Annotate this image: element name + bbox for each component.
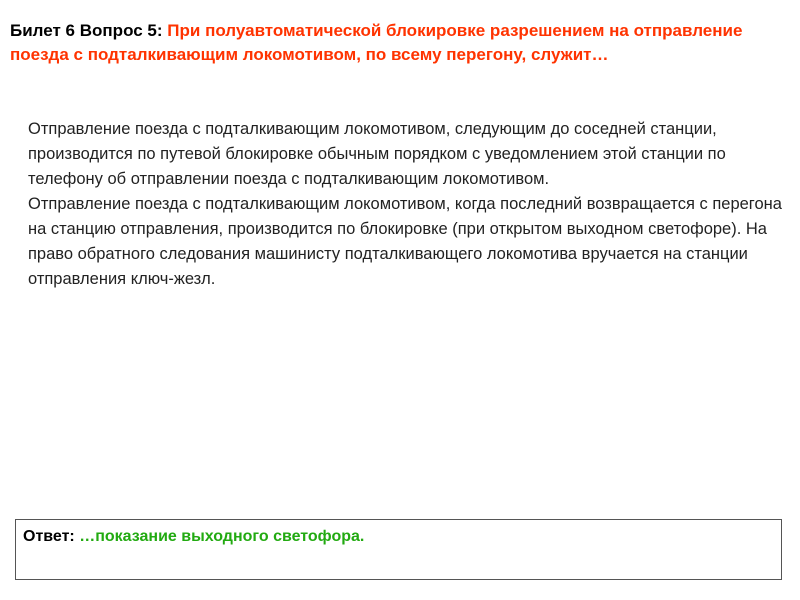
ticket-number: 6 [65,21,76,40]
answer-line [23,528,364,546]
question-text: При полуавтоматической блокировке разрешением на отправление поезда с подталкивающим локомотивом, по всему перегону, служит… [10,21,743,64]
question-heading: Билет 6 Вопрос 5: При полуавтоматической блокировке разрешением на отправление поезда с подталкивающим локомотивом, по всему перегону, служит… [10,21,743,64]
question-label: Вопрос [79,21,143,40]
answer-text: …показание выходного светофора. [79,528,365,545]
answer-label: Ответ: [23,528,75,545]
explanation-paragraph: Отправление поезда с подталкивающим локомотивом, когда последний возвращается с перегона на станцию отправления, производится по блокировке (при открытом выходном светофоре). На право обратного следования машинисту подталкивающего локомотива вручается на станции отправления ключ-жезл. [28,195,782,288]
ticket-label: Билет [10,21,61,40]
answer-box [15,519,782,580]
question-number: 5 [147,21,157,40]
explanation-text [28,117,784,292]
explanation-paragraph: Отправление поезда с подталкивающим локомотивом, следующим до соседней станции, производится по путевой блокировке обычным порядком с уведомлением этой станции по телефону об отправлении поезда с подталкивающим локомотивом. [28,120,726,188]
